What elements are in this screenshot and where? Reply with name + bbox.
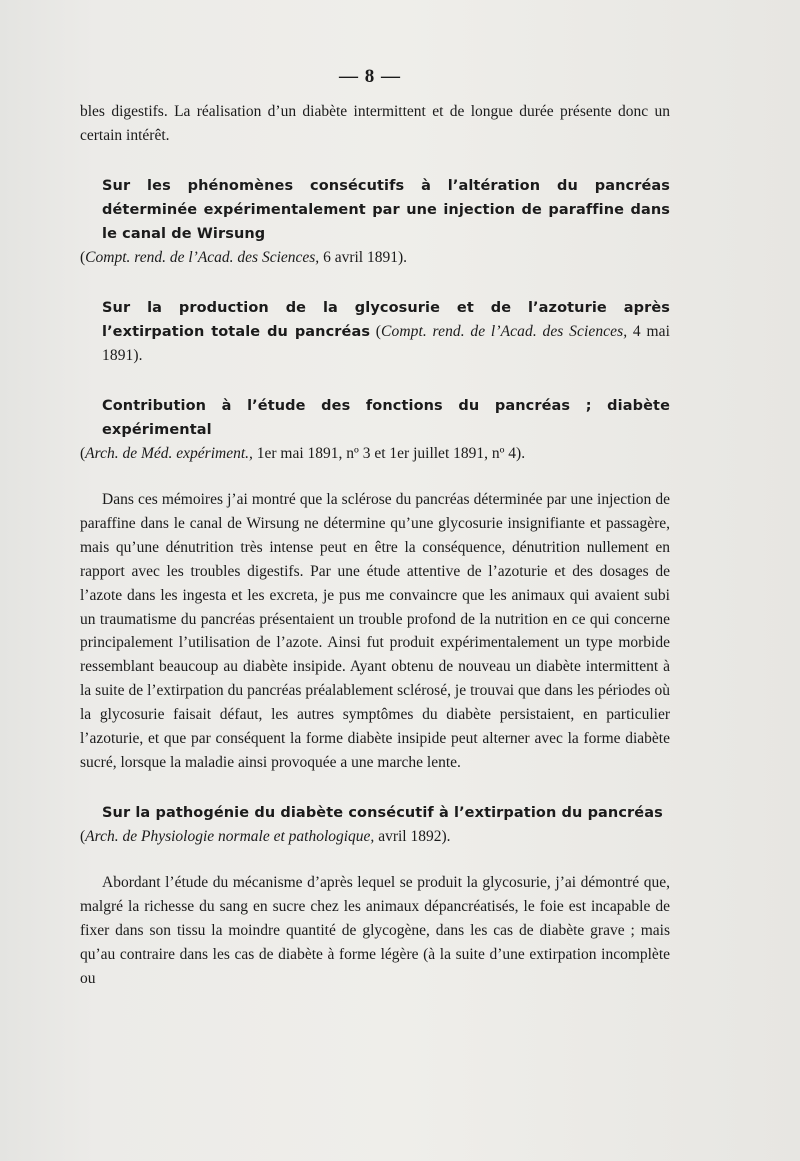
section-reference: (Compt. rend. de l’Acad. des Sciences, 6 avril 1891). bbox=[80, 249, 408, 266]
page-content bbox=[80, 100, 670, 990]
section-title: Sur la pathogénie du diabète consécutif à l’extirpation du pancréas bbox=[102, 804, 663, 821]
reference-journal: Arch. de Méd. expériment., bbox=[85, 445, 253, 462]
section-pathogenie bbox=[80, 801, 670, 991]
section-title: Sur la production de la glycosurie et de l’azoturie après l’extirpation totale du pancréas (Compt. rend. de l’Acad. des Sciences, 4 mai 1891). bbox=[102, 300, 670, 364]
section-body: Dans ces mémoires j’ai montré que la sclérose du pancréas déterminée par une injection de paraffine dans le canal de Wirsung ne détermine qu’une glycosurie insignifiante et passagère, mais qu’une dénutrition très intense peut en être la conséquence, dénutrition nullement en rapport avec les troubles digestifs. Par une étude attentive de l’azoturie et des dosages de l’azote dans les ingesta et les excreta, je pus me convaincre que les animaux qui avaient subi un traumatisme du pancréas présentaient un trouble profond de la nutrition en ce qui concerne principalement l’utilisation de l’azote. Ainsi fut produit expérimentalement un type morbide ressemblant beaucoup au diabète insipide. Ayant obtenu de nouveau un diabète intermittent à la suite de l’extirpation du pancréas préalablement sclérosé, je trouvai que dans les périodes où la glycosurie faisait défaut, les autres symptômes du diabète persistaient, en particulier l’azoturie, et que par conséquent la forme diabète insipide peut alterner avec la forme diabète sucré, lorsque la maladie ainsi provoquée a une marche lente. bbox=[80, 491, 670, 771]
section-reference: (Arch. de Méd. expériment., 1er mai 1891, nº 3 et 1er juillet 1891, nº 4). bbox=[80, 445, 526, 462]
reference-journal: Compt. rend. de l’Acad. des Sciences, bbox=[85, 249, 320, 266]
intro-paragraph: bles digestifs. La réalisation d’un diabète intermittent et de longue durée présente donc un certain intérêt. bbox=[80, 103, 670, 144]
section-body: Abordant l’étude du mécanisme d’après lequel se produit la glycosurie, j’ai démontré que, malgré la richesse du sang en sucre chez les animaux dépancréatisés, le foie est incapable de fixer dans son tissu la moindre quantité de glycogène, dans les cas de diabète grave ; mais qu’au contraire dans les cas de diabète à forme légère (à la suite d’une extirpation incomplète ou bbox=[80, 873, 670, 987]
section-glycosurie-azoturie bbox=[80, 296, 670, 368]
section-title: Sur les phénomènes consécutifs à l’altération du pancréas déterminée expérimentalement par une injection de paraffine dans le canal de Wirsung bbox=[102, 178, 670, 242]
page-number: — 8 — bbox=[339, 66, 401, 87]
section-contribution bbox=[80, 394, 670, 775]
reference-journal: Compt. rend. de l’Acad. des Sciences, bbox=[381, 323, 628, 340]
reference-journal: Arch. de Physiologie normale et pathologique, bbox=[85, 827, 375, 845]
section-paraffine bbox=[80, 174, 670, 270]
section-reference: (Arch. de Physiologie normale et pathologique, avril 1892). bbox=[80, 827, 451, 845]
section-title: Contribution à l’étude des fonctions du pancréas ; diabète expérimental bbox=[102, 398, 670, 438]
